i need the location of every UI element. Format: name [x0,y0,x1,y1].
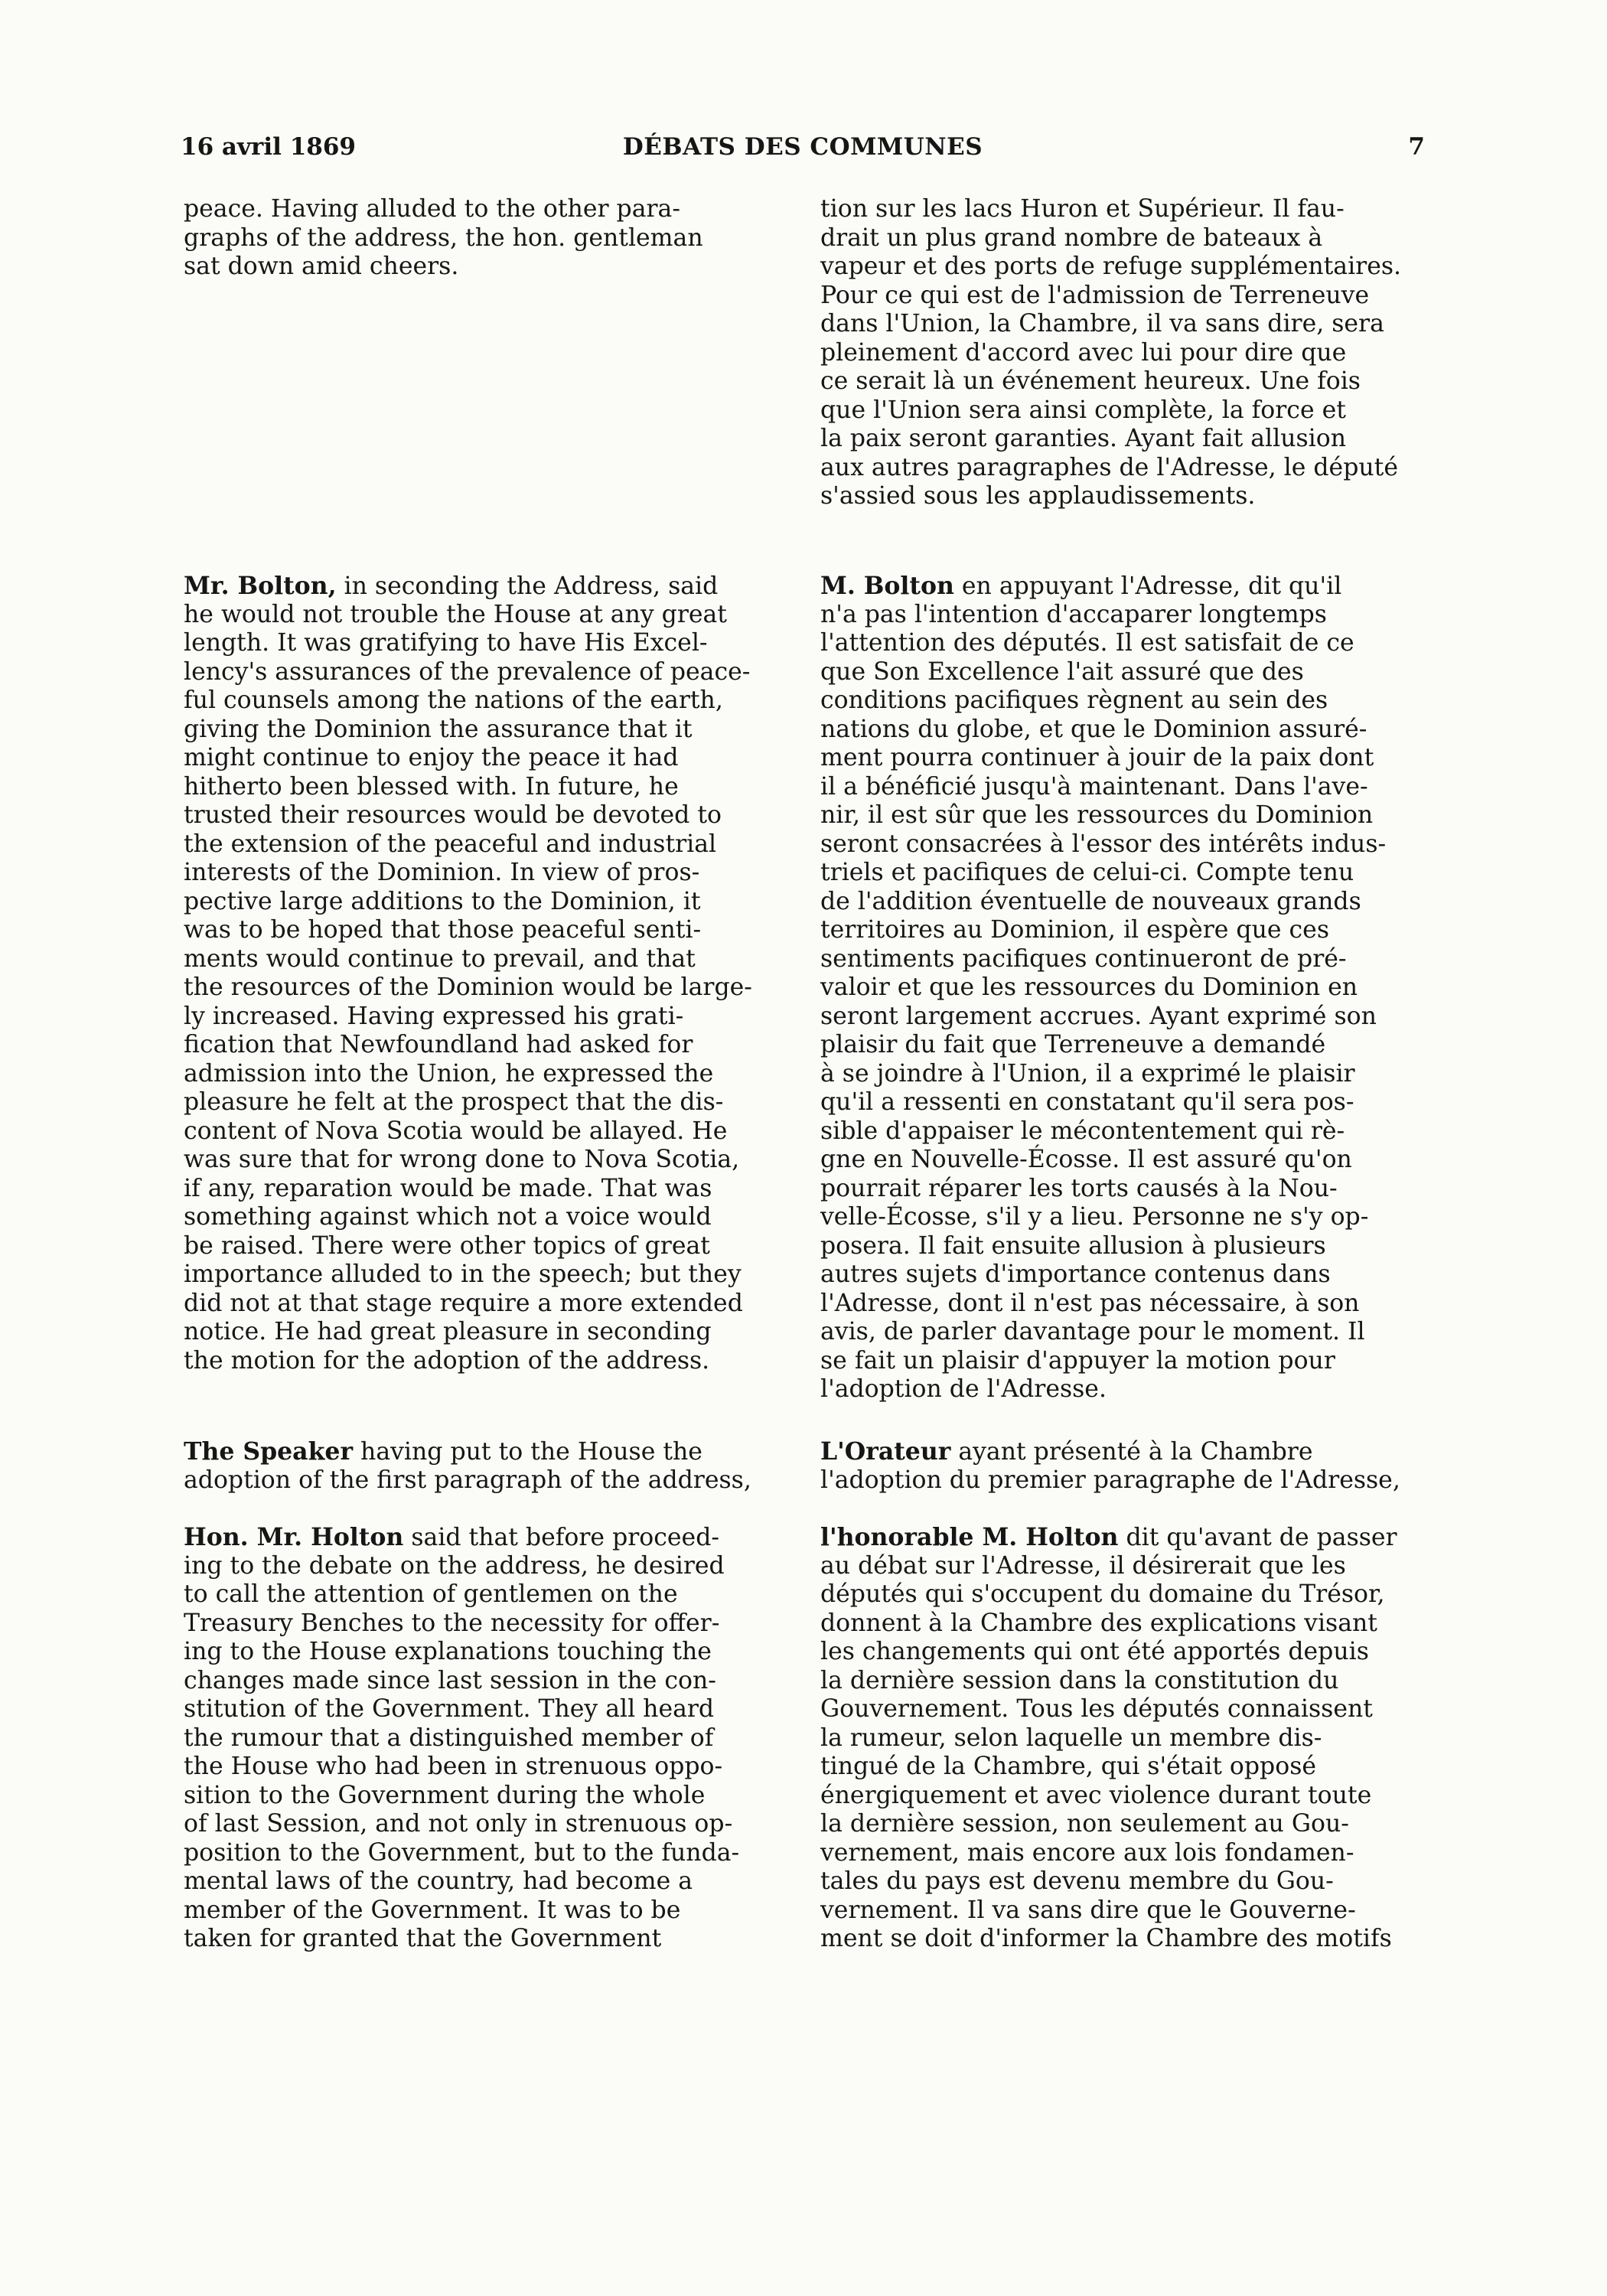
text-line: sible d'appaiser le mécontentement qui rè- [820,1117,1345,1145]
page-header [181,133,1425,164]
text-line: drait un plus grand nombre de bateaux à [820,223,1323,252]
text-line: l'adoption du premier paragraphe de l'Adresse, [820,1466,1400,1494]
text-line: au débat sur l'Adresse, il désirerait que les [820,1551,1346,1580]
text-line: pleasure he felt at the prospect that the dis- [184,1088,724,1116]
text-line: be raised. There were other topics of great [184,1231,710,1260]
text-line: ing to the House explanations touching the [184,1638,712,1665]
text-line [820,1437,1425,1466]
text-line: sat down amid cheers. [184,253,459,280]
text-line: to call the attention of gentlemen on the [184,1580,678,1608]
text-line: n'a pas l'intention d'accaparer longtemps [820,600,1327,628]
text-line: mental laws of the country, had become a [184,1867,693,1895]
text-line: autres sujets d'importance contenus dans [820,1261,1331,1288]
text-line: adoption of the first paragraph of the address, [184,1466,751,1494]
text-line: the rumour that a distinguished member of [184,1724,714,1752]
text-line: que l'Union sera ainsi complète, la force et [820,396,1346,424]
text-line: l'adoption de l'Adresse. [820,1375,1107,1403]
text-line: Pour ce qui est de l'admission de Terreneuve [820,281,1370,309]
text-line: pleinement d'accord avec lui pour dire que [820,338,1347,367]
text-line: députés qui s'occupent du domaine du Trésor, [820,1580,1385,1608]
text-line: à se joindre à l'Union, il a exprimé le plaisir [820,1059,1355,1088]
text-run: said that before proceed- [403,1524,719,1551]
text-line: tion sur les lacs Huron et Supérieur. Il fau- [820,195,1345,223]
page-number: 7 [1408,133,1425,161]
block-0-english [184,195,788,282]
text-line: vapeur et des ports de refuge supplémentaires. [820,253,1402,280]
text-run: dit qu'avant de passer [1118,1524,1397,1551]
block-3-french [820,1523,1425,1954]
text-line: l'attention des députés. Il est satisfait de ce [820,629,1354,657]
text-line [820,572,1425,601]
text-line: pective large additions to the Dominion, it [184,887,701,915]
text-line: ing to the debate on the address, he desired [184,1551,725,1580]
text-line: dans l'Union, la Chambre, il va sans dire, sera [820,310,1384,338]
text-line: notice. He had great pleasure in seconding [184,1318,712,1345]
speaker-name: Mr. Bolton, [184,572,337,600]
text-line: se fait un plaisir d'appuyer la motion pour [820,1346,1335,1375]
text-line: ly increased. Having expressed his grati- [184,1002,684,1030]
text-line: territoires au Dominion, il espère que ces [820,916,1329,944]
header-date: 16 avril 1869 [181,133,356,161]
text-line: ment pourra continuer à jouir de la paix dont [820,744,1374,771]
text-line: aux autres paragraphes de l'Adresse, le député [820,453,1398,481]
text-line: content of Nova Scotia would be allayed. He [184,1117,728,1145]
text-line: giving the Dominion the assurance that it [184,715,693,743]
text-line: de l'addition éventuelle de nouveaux grands [820,887,1361,915]
text-line: importance alluded to in the speech; but they [184,1261,742,1288]
text-line: taken for granted that the Government [184,1925,662,1952]
text-line: qu'il a ressenti en constatant qu'il sera pos- [820,1088,1354,1116]
text-line: Gouvernement. Tous les députés connaissent [820,1695,1373,1723]
text-run: having put to the House the [353,1438,702,1466]
text-line: gne en Nouvelle-Écosse. Il est assuré qu'on [820,1146,1352,1173]
text-line: plaisir du fait que Terreneuve a demandé [820,1031,1326,1058]
text-line: peace. Having alluded to the other para- [184,195,680,223]
text-line: s'assied sous les applaudissements. [820,482,1256,510]
text-line: posera. Il fait ensuite allusion à plusieurs [820,1231,1326,1260]
text-line [820,1523,1425,1552]
text-line: velle-Écosse, s'il y a lieu. Personne ne s'y op- [820,1203,1369,1231]
text-line: pourrait réparer les torts causés à la Nou- [820,1174,1338,1202]
text-line: admission into the Union, he expressed the [184,1059,714,1088]
speaker-name: l'honorable M. Holton [820,1523,1119,1551]
text-line: interests of the Dominion. In view of pros- [184,859,700,886]
text-line: changes made since last session in the con- [184,1666,716,1694]
text-line: did not at that stage require a more extended [184,1289,743,1317]
text-line: les changements qui ont été apportés depuis [820,1638,1369,1665]
text-line: la rumeur, selon laquelle un membre dis- [820,1724,1322,1752]
speaker-name: L'Orateur [820,1437,951,1466]
text-line: seront consacrées à l'essor des intérêts indus- [820,830,1387,858]
text-line: something against which not a voice would [184,1203,712,1231]
text-line: donnent à la Chambre des explications visant [820,1609,1377,1637]
text-line: sentiments pacifiques continueront de pré- [820,944,1347,973]
text-line: nir, il est sûr que les ressources du Dominion [820,801,1374,829]
text-line: vernement. Il va sans dire que le Gouverne- [820,1896,1356,1924]
text-line: ce serait là un événement heureux. Une fois [820,367,1361,395]
block-1-french [820,572,1425,1404]
text-line: the House who had been in strenuous oppo- [184,1753,723,1780]
text-run: ayant présenté à la Chambre [950,1438,1313,1466]
text-line: graphs of the address, the hon. gentleman [184,223,703,252]
speaker-name: M. Bolton [820,572,954,600]
text-line: conditions pacifiques règnent au sein des [820,687,1328,714]
text-line: of last Session, and not only in strenuous op- [184,1810,733,1838]
text-line: the extension of the peaceful and industrial [184,830,717,858]
text-run: en appuyant l'Adresse, dit qu'il [953,572,1342,600]
block-1-english [184,572,788,1375]
text-run: in seconding the Address, said [336,572,719,600]
text-line: the motion for the adoption of the address. [184,1346,710,1375]
block-0-french [820,195,1425,511]
text-line: fication that Newfoundland had asked for [184,1031,693,1058]
text-line: la dernière session, non seulement au Gou- [820,1810,1349,1838]
text-line: the resources of the Dominion would be large- [184,974,752,1001]
text-line: triels et pacifiques de celui-ci. Compte tenu [820,859,1354,886]
text-line: position to the Government, but to the funda- [184,1838,740,1867]
text-line: ment se doit d'informer la Chambre des motifs [820,1925,1392,1952]
speaker-name: Hon. Mr. Holton [184,1523,404,1551]
text-line: énergiquement et avec violence durant toute [820,1781,1372,1809]
text-line: que Son Excellence l'ait assuré que des [820,657,1304,686]
text-line: il a bénéficié jusqu'à maintenant. Dans l'ave- [820,772,1368,801]
text-line: might continue to enjoy the peace it had [184,744,679,771]
text-line: l'Adresse, dont il n'est pas nécessaire, à son [820,1289,1360,1317]
text-line: avis, de parler davantage pour le moment. Il [820,1318,1365,1345]
text-line: ments would continue to prevail, and that [184,944,696,973]
block-2-french [820,1437,1425,1495]
text-line: la dernière session dans la constitution du [820,1666,1339,1694]
text-line: sition to the Government during the whole [184,1781,706,1809]
text-line: seront largement accrues. Ayant exprimé son [820,1002,1377,1030]
text-line: was to be hoped that those peaceful senti- [184,916,702,944]
text-line: length. It was gratifying to have His Excel- [184,629,708,657]
block-2-english [184,1437,788,1495]
text-line: was sure that for wrong done to Nova Scotia, [184,1146,740,1173]
text-line [184,572,788,601]
header-title: DÉBATS DES COMMUNES [622,133,983,161]
text-line: lency's assurances of the prevalence of peace- [184,657,751,686]
text-line: vernement, mais encore aux lois fondamen- [820,1838,1354,1867]
text-line: stitution of the Government. They all heard [184,1695,715,1723]
text-line: valoir et que les ressources du Dominion en [820,974,1358,1001]
text-line: trusted their resources would be devoted to [184,801,722,829]
block-3-english [184,1523,788,1954]
text-line: he would not trouble the House at any great [184,600,727,628]
text-line: if any, reparation would be made. That was [184,1174,712,1202]
text-line: nations du globe, et que le Dominion assuré- [820,715,1367,743]
text-line: Treasury Benches to the necessity for offer- [184,1609,720,1637]
text-line: member of the Government. It was to be [184,1896,681,1924]
text-line: tingué de la Chambre, qui s'était opposé [820,1753,1316,1780]
text-line: tales du pays est devenu membre du Gou- [820,1867,1334,1895]
text-line: ful counsels among the nations of the earth, [184,687,723,714]
text-line: hitherto been blessed with. In future, he [184,772,679,801]
text-line: la paix seront garanties. Ayant fait allusion [820,425,1346,452]
speaker-name: The Speaker [184,1437,354,1466]
text-line [184,1523,788,1552]
text-line [184,1437,788,1466]
